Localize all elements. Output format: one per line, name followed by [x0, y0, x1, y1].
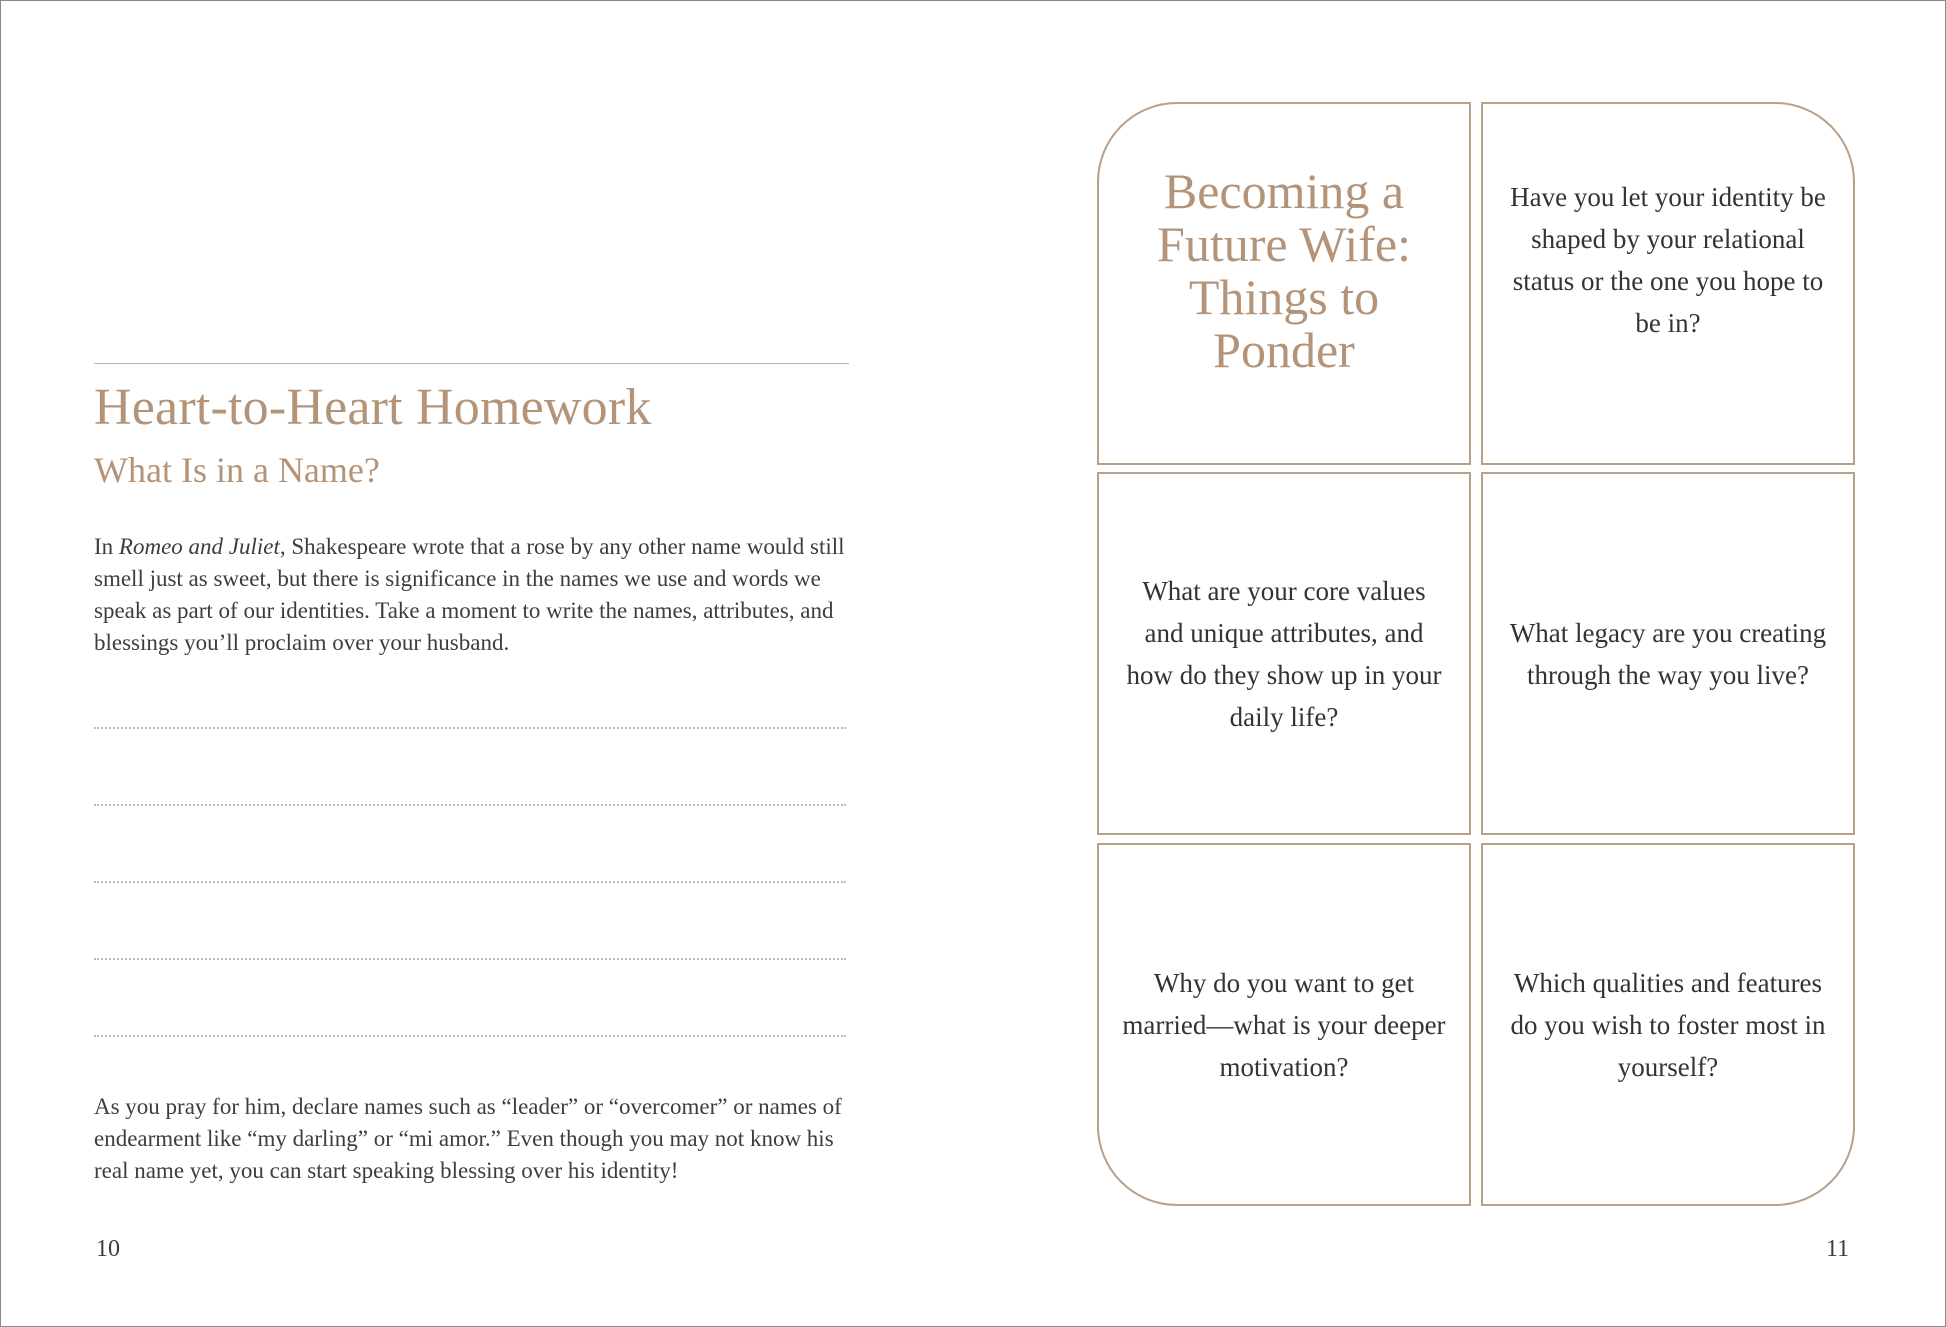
ponder-title: Becoming a Future Wife: Things to Ponder — [1157, 162, 1411, 378]
question-card-2 — [1097, 472, 1471, 835]
question-card-1 — [1481, 102, 1855, 465]
question-text: Have you let your identity be shaped by your relational status or the one you hope to be in? — [1510, 181, 1826, 338]
intro-rest: , Shakespeare wrote that a rose by any other name would still smell just as sweet, but there is significance in the names we use and words we speak as part of our identities. Take a moment to write the names, attributes, and blessings you’ll proclaim over your husband. — [94, 534, 845, 655]
page-number-left: 10 — [96, 1236, 120, 1262]
writing-line-2[interactable] — [94, 804, 846, 806]
closing-paragraph: As you pray for him, declare names such as “leader” or “overcomer” or names of endearment like “my darling” or “mi amor.” Even though you may not know his real name yet, you can start speaking blessing over his identity! — [94, 1094, 842, 1183]
question-card-5 — [1481, 843, 1855, 1206]
question-text: Why do you want to get married—what is your deeper motivation? — [1122, 967, 1446, 1082]
question-text: What are your core values and unique attributes, and how do they show up in your daily life? — [1126, 575, 1442, 732]
homework-subheading: What Is in a Name? — [94, 450, 380, 490]
heading-rule — [94, 363, 849, 364]
writing-line-5[interactable] — [94, 1035, 846, 1037]
writing-line-4[interactable] — [94, 958, 846, 960]
question-card-4 — [1097, 843, 1471, 1206]
question-text: What legacy are you creating through the way you live? — [1509, 617, 1827, 690]
intro-work-title: Romeo and Juliet — [118, 534, 280, 559]
page-number-right: 11 — [1826, 1236, 1850, 1262]
question-text: Which qualities and features do you wish to foster most in yourself? — [1510, 967, 1826, 1082]
intro-lead: In — [94, 534, 119, 559]
ponder-grid — [1097, 102, 1855, 1206]
intro-paragraph — [94, 531, 854, 659]
writing-line-1[interactable] — [94, 727, 846, 729]
writing-line-3[interactable] — [94, 881, 846, 883]
question-card-3 — [1481, 472, 1855, 835]
ponder-title-card — [1097, 102, 1471, 465]
homework-heading: Heart-to-Heart Homework — [94, 379, 652, 436]
